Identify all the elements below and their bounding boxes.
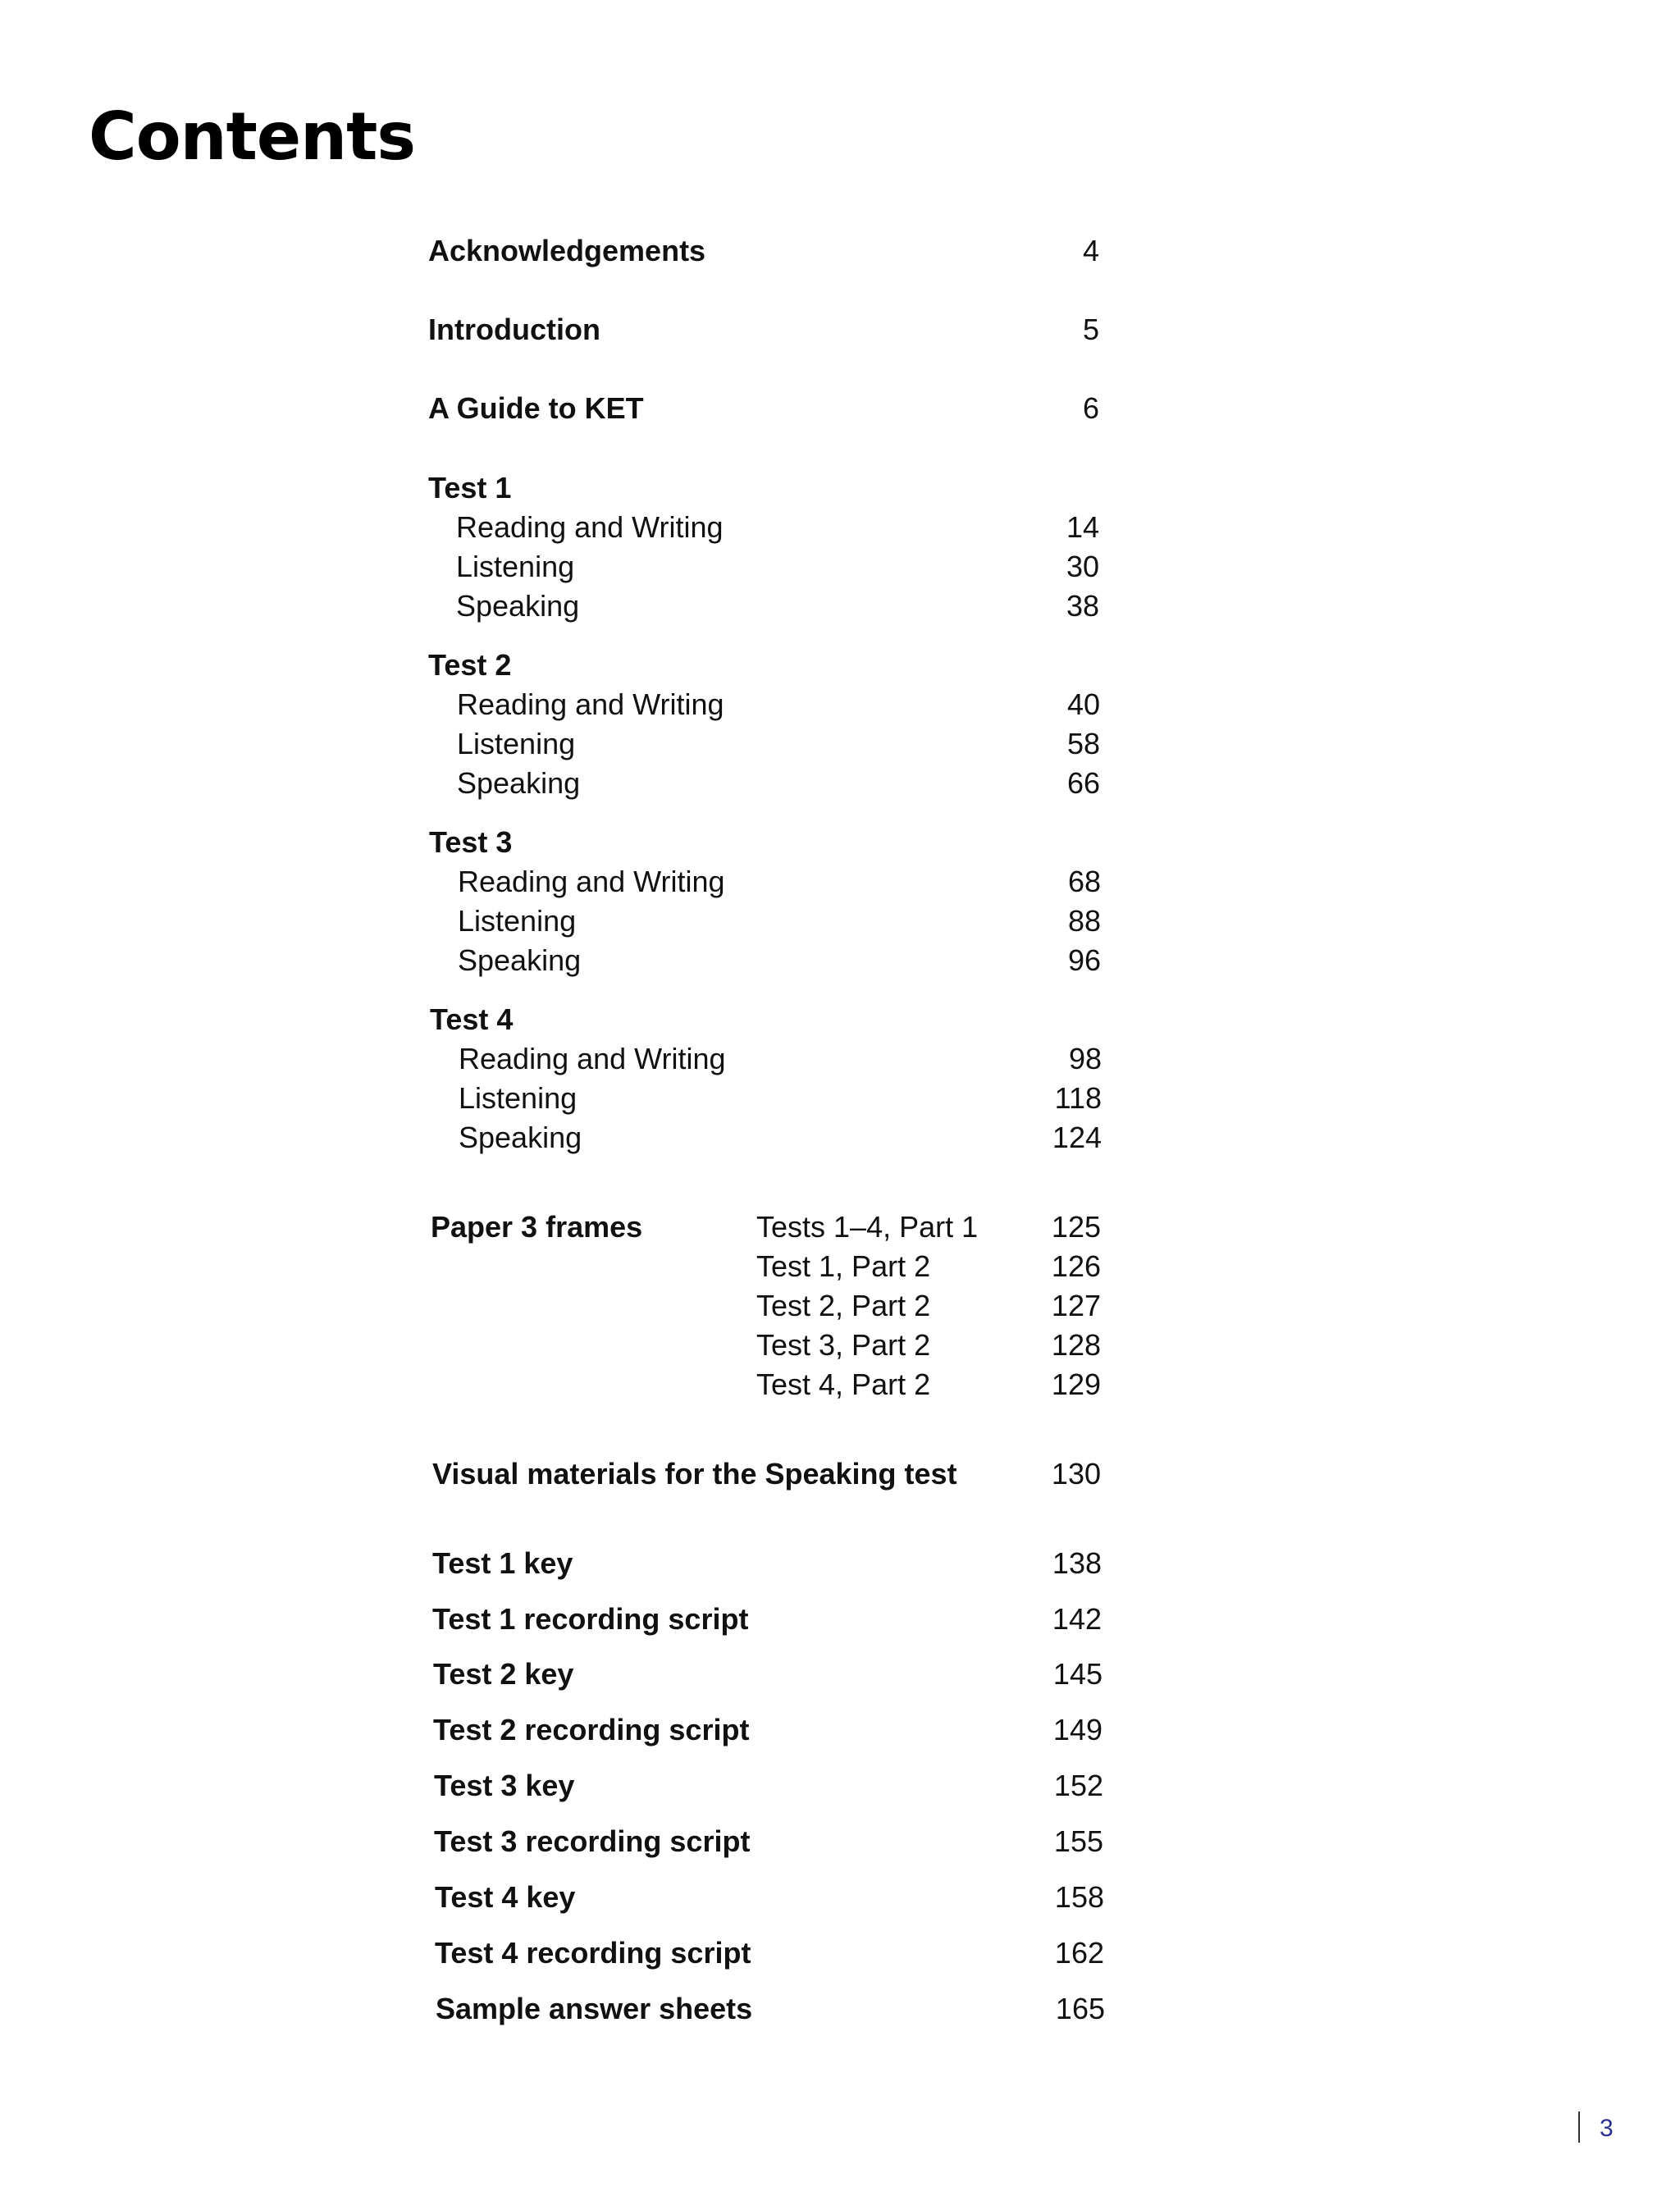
toc-entry-visual-materials (432, 1459, 1101, 1492)
toc-label: Test 4 (430, 1002, 514, 1036)
toc-label: Test 3, Part 2 (756, 1328, 931, 1362)
toc-label: Reading and Writing (457, 687, 724, 721)
toc-entry-acknowledgements (428, 236, 1099, 269)
toc-label: Test 1, Part 2 (756, 1249, 931, 1283)
toc-label: Sample answer sheets (436, 1992, 753, 2025)
toc-page-number: 165 (1055, 1992, 1105, 2025)
test-heading (428, 648, 1099, 683)
test-heading (430, 1002, 1101, 1038)
toc-label: Listening (456, 550, 575, 583)
toc-entry (433, 1715, 1102, 1748)
toc-page-number: 130 (1051, 1457, 1101, 1491)
toc-label: Acknowledgements (428, 234, 706, 267)
toc-subentry (456, 510, 1099, 546)
toc-page-number: 145 (1052, 1657, 1102, 1691)
toc-subentry (456, 591, 1099, 624)
toc-subentry (457, 729, 1100, 762)
toc-page-number: 66 (1066, 766, 1100, 800)
toc-label: Test 4 recording script (435, 1936, 751, 1970)
toc-label: Test 2 key (433, 1657, 574, 1691)
paper3-subentry (756, 1367, 1101, 1403)
toc-label: Test 1 key (432, 1546, 573, 1580)
toc-label: Introduction (428, 313, 600, 346)
paper3-subentry (756, 1328, 1101, 1363)
footer-divider (1578, 2112, 1580, 2143)
toc-page-number: 162 (1054, 1936, 1104, 1970)
toc-subentry (459, 1081, 1102, 1116)
toc-entry-guide (428, 391, 1099, 427)
paper3-subentry (756, 1212, 1101, 1245)
toc-label: Speaking (456, 589, 580, 623)
test-heading (429, 825, 1100, 861)
toc-label: Test 3 recording script (434, 1824, 751, 1858)
toc-label: Paper 3 frames (431, 1210, 643, 1244)
toc-page-number: 142 (1052, 1602, 1102, 1636)
toc-entry (433, 1657, 1102, 1692)
toc-subentry (458, 867, 1101, 900)
toc-page-number: 30 (1066, 550, 1099, 583)
toc-subentry (456, 552, 1099, 585)
toc-label: Test 2 (428, 648, 512, 682)
toc-label: Test 4, Part 2 (756, 1367, 931, 1401)
paper3-subentry (756, 1249, 1101, 1285)
paper3-heading (431, 1212, 759, 1245)
toc-label: Test 2, Part 2 (756, 1289, 931, 1322)
toc-entry-introduction (428, 315, 1099, 348)
toc-page-number: 40 (1066, 687, 1100, 721)
toc-page-number: 118 (1054, 1081, 1102, 1115)
toc-entry (432, 1602, 1102, 1637)
toc-page-number: 68 (1067, 865, 1101, 898)
toc-page-number: 158 (1054, 1880, 1104, 1914)
test-heading (428, 473, 1099, 506)
toc-subentry (458, 906, 1101, 939)
toc-entry (434, 1771, 1103, 1804)
toc-subentry (459, 1123, 1102, 1156)
toc-page-number: 127 (1051, 1289, 1101, 1322)
toc-entry (436, 1994, 1105, 2027)
toc-page-number: 126 (1051, 1249, 1101, 1283)
toc-entry (434, 1824, 1103, 1860)
toc-label: Listening (457, 727, 576, 760)
toc-page-number: 96 (1067, 943, 1101, 977)
paper3-subentry (756, 1291, 1101, 1324)
toc-entry (435, 1880, 1104, 1915)
toc-page-number: 6 (1082, 391, 1099, 425)
toc-subentry (457, 687, 1100, 723)
toc-label: Reading and Writing (459, 1042, 726, 1075)
toc-label: A Guide to KET (428, 391, 644, 425)
toc-entry (435, 1938, 1104, 1971)
toc-page-number: 152 (1053, 1769, 1103, 1802)
toc-page-number: 38 (1066, 589, 1099, 623)
toc-label: Test 1 (428, 471, 512, 504)
footer-page-number: 3 (1600, 2115, 1614, 2142)
page-title: Contents (89, 98, 415, 175)
toc-page-number: 4 (1082, 234, 1099, 267)
toc-label: Speaking (457, 766, 581, 800)
toc-subentry (457, 766, 1100, 801)
toc-page-number: 14 (1066, 510, 1099, 544)
toc-label: Test 3 (429, 825, 513, 859)
toc-page-number: 129 (1051, 1367, 1101, 1401)
toc-page-number: 124 (1052, 1121, 1102, 1154)
toc-label: Listening (458, 904, 577, 938)
toc-subentry (459, 1044, 1102, 1077)
toc-page-number: 5 (1082, 313, 1099, 346)
toc-label: Speaking (458, 943, 582, 977)
toc-label: Reading and Writing (458, 865, 725, 898)
toc-entry (432, 1546, 1102, 1582)
toc-label: Visual materials for the Speaking test (432, 1457, 957, 1491)
toc-page-number: 98 (1068, 1042, 1102, 1075)
toc-label: Test 2 recording script (433, 1713, 750, 1746)
toc-page-number: 138 (1052, 1546, 1102, 1580)
toc-page-number: 149 (1052, 1713, 1102, 1746)
toc-label: Reading and Writing (456, 510, 724, 544)
toc-label: Listening (459, 1081, 578, 1115)
toc-label: Test 4 key (435, 1880, 576, 1914)
toc-page-number: 58 (1066, 727, 1100, 760)
toc-page-number: 128 (1051, 1328, 1101, 1362)
toc-label: Test 3 key (434, 1769, 575, 1802)
toc-page-number: 125 (1051, 1210, 1101, 1244)
toc-page-number: 155 (1053, 1824, 1103, 1858)
toc-subentry (458, 943, 1101, 979)
toc-page-number: 88 (1067, 904, 1101, 938)
toc-label: Speaking (459, 1121, 582, 1154)
toc-label: Tests 1–4, Part 1 (756, 1210, 979, 1244)
toc-label: Test 1 recording script (432, 1602, 749, 1636)
